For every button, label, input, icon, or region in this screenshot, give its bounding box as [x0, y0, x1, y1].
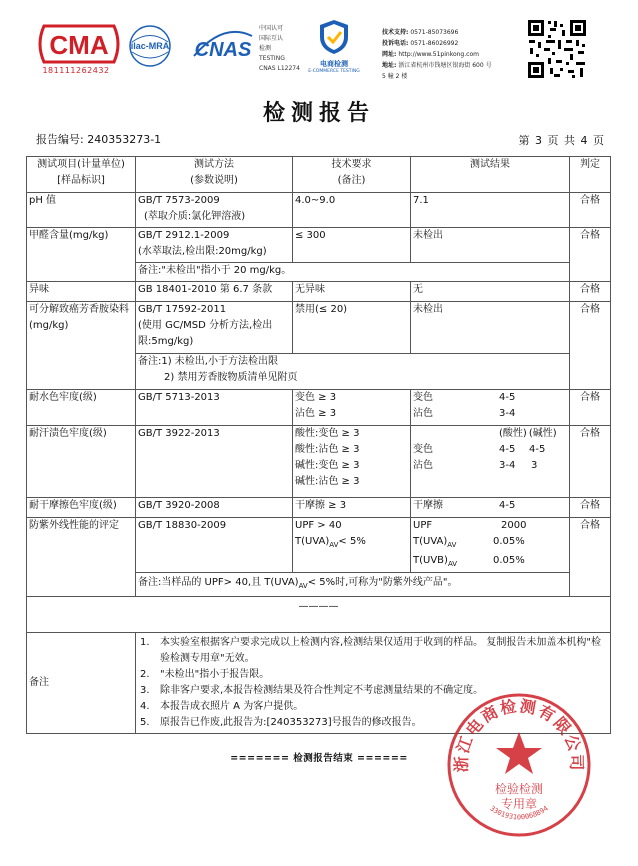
- report-header: [0, 0, 638, 90]
- result-cell: UPF 2000 $T(UVA)_{AV}$ 0.05% $T(UVB)_{AV}$ 0.05%: [411, 518, 570, 573]
- report-number: 报告编号: 240353273-1: [36, 133, 162, 146]
- judgement-cell: 合格: [570, 390, 611, 426]
- header-result: 测试结果: [411, 157, 570, 193]
- requirement-cell: 无异味: [293, 282, 411, 302]
- table-row-formaldehyde: [27, 228, 611, 263]
- table-row-perspiration-fastness: [27, 426, 611, 498]
- ecommerce-testing-logo: [304, 18, 364, 75]
- note-cell: 备注:当样品的 UPF> 40,且 $T(UVA)_{AV}< 5\%$时,可称为"防紫外线产品"。: [136, 573, 570, 597]
- item-cell: 可分解致癌芳香胺染料(mg/kg): [27, 302, 136, 390]
- remarks-label: 备注: [27, 633, 136, 734]
- svg-text:检验检测: 检验检测: [494, 782, 544, 796]
- judgement-cell: 合格: [570, 282, 611, 302]
- item-cell: 异味: [27, 282, 136, 302]
- table-row-rubbing-fastness: [27, 498, 611, 518]
- report-title: 检测报告: [262, 100, 375, 126]
- requirement-cell: 禁用(≤ 20): [293, 302, 411, 354]
- result-cell: 未检出: [411, 228, 570, 263]
- page-indicator: 第 3 页 共 4 页: [518, 134, 605, 147]
- report-end-marker: ======= 检测报告结束 ======: [230, 753, 408, 764]
- svg-text:浙江电商检测有限公司: 浙江电商检测有限公司: [451, 696, 587, 773]
- method-cell: GB 18401-2010 第 6.7 条款: [136, 282, 293, 302]
- method-cell: GB/T 18830-2009: [136, 518, 293, 573]
- svg-text:330193100068894: 330193100068894: [488, 804, 550, 822]
- item-cell: 耐水色牢度(级): [27, 390, 136, 426]
- cma-number: 181111262432: [42, 66, 110, 75]
- ecommerce-subtitle: E-COMMERCE TESTING: [308, 69, 360, 74]
- table-row-water-fastness: [27, 390, 611, 426]
- cnas-info: 中国认可 国际互认 检测 TESTING CNAS L12274: [259, 25, 300, 72]
- method-cell: GB/T 3922-2013: [136, 426, 293, 498]
- result-cell: 变色 4-5 沾色 3-4: [411, 390, 570, 426]
- note-cell: 备注:"未检出"指小于 20 mg/kg。: [136, 263, 570, 282]
- result-cell: 未检出: [411, 302, 570, 354]
- item-cell: pH 值: [27, 193, 136, 228]
- header-requirement: 技术要求 (备注): [293, 157, 411, 193]
- ecommerce-title: 电商检测: [320, 60, 348, 68]
- judgement-cell: 合格: [570, 228, 611, 282]
- judgement-cell: 合格: [570, 193, 611, 228]
- requirement-cell: ≤ 300: [293, 228, 411, 263]
- contact-info: 技术支持: 0571-85073696 投诉电话: 0571-86026992 网址: http://www.51pinkong.com 地址: 浙江省杭州市钱塘区银海街 600 号 5 幢 2 楼: [382, 29, 492, 80]
- header-judgement: 判定: [570, 157, 611, 193]
- header-item: 测试项目(计量单位) [样品标识]: [27, 157, 136, 193]
- item-cell: 甲醛含量(mg/kg): [27, 228, 136, 282]
- cma-logo: [34, 24, 124, 64]
- method-cell: GB/T 2912.1-2009 (水萃取法,检出限:20mg/kg): [136, 228, 293, 263]
- svg-text:专用章: 专用章: [500, 797, 538, 811]
- item-cell: 耐干摩擦色牢度(级): [27, 498, 136, 518]
- table-row-ph: [27, 193, 611, 228]
- divider-cell: ————: [27, 597, 611, 633]
- method-cell: GB/T 3920-2008: [136, 498, 293, 518]
- header-method: 测试方法 (参数说明): [136, 157, 293, 193]
- requirement-cell: 变色 ≥ 3 沾色 ≥ 3: [293, 390, 411, 426]
- table-row-uv-protection: [27, 518, 611, 573]
- qr-code-icon: [526, 18, 588, 80]
- svg-text:CMA: CMA: [49, 30, 109, 60]
- item-cell: 防紫外线性能的评定: [27, 518, 136, 597]
- method-cell: GB/T 7573-2009 (萃取介质:氯化钾溶液): [136, 193, 293, 228]
- table-row-divider: [27, 597, 611, 633]
- result-cell: 干摩擦 4-5: [411, 498, 570, 518]
- official-seal-stamp: [444, 690, 594, 840]
- judgement-cell: 合格: [570, 302, 611, 390]
- note-cell: 备注:1) 未检出,小于方法检出限 2) 禁用芳香胺物质清单见附页: [136, 354, 570, 390]
- item-cell: 耐汗渍色牢度(级): [27, 426, 136, 498]
- result-cell: (酸性) (碱性) 变色 4-5 4-5 沾色 3-4 3: [411, 426, 570, 498]
- shield-check-icon: [317, 18, 351, 56]
- requirement-cell: 酸性:变色 ≥ 3 酸性:沾色 ≥ 3 碱性:变色 ≥ 3 碱性:沾色 ≥ 3: [293, 426, 411, 498]
- table-row-odor: [27, 282, 611, 302]
- judgement-cell: 合格: [570, 426, 611, 498]
- judgement-cell: 合格: [570, 518, 611, 597]
- ilac-mra-logo: [122, 24, 178, 72]
- table-header-row: [27, 157, 611, 193]
- result-cell: 7.1: [411, 193, 570, 228]
- method-cell: GB/T 5713-2013: [136, 390, 293, 426]
- cnas-logo: [188, 26, 258, 66]
- requirement-cell: 干摩擦 ≥ 3: [293, 498, 411, 518]
- table-row-azo-dyes: [27, 302, 611, 354]
- requirement-cell: UPF > 40 $T(UVA)_{AV}< 5\%$: [293, 518, 411, 573]
- requirement-cell: 4.0~9.0: [293, 193, 411, 228]
- svg-text:CNAS: CNAS: [194, 39, 252, 61]
- result-cell: 无: [411, 282, 570, 302]
- method-cell: GB/T 17592-2011 (使用 GC/MSD 分析方法,检出限:5mg/kg): [136, 302, 293, 354]
- test-results-table: [26, 156, 611, 734]
- judgement-cell: 合格: [570, 498, 611, 518]
- svg-text:ilac-MRA: ilac-MRA: [130, 41, 170, 51]
- remarks-cell: 1. 本实验室根据客户要求完成以上检测内容,检测结果仅适用于收到的样品。 复制报告未加盖本机构"检验检测专用章"无效。 2. "未检出"指小于报告限。 3. 除非客户要求,本报告检测结果及符合性判定不考虑测量结果的不确定度。 4. 本报告成衣照片 A 为客户提供。 5. 原报告已作废,此报告为:[240353273]号报告的修改报告。: [136, 633, 611, 734]
